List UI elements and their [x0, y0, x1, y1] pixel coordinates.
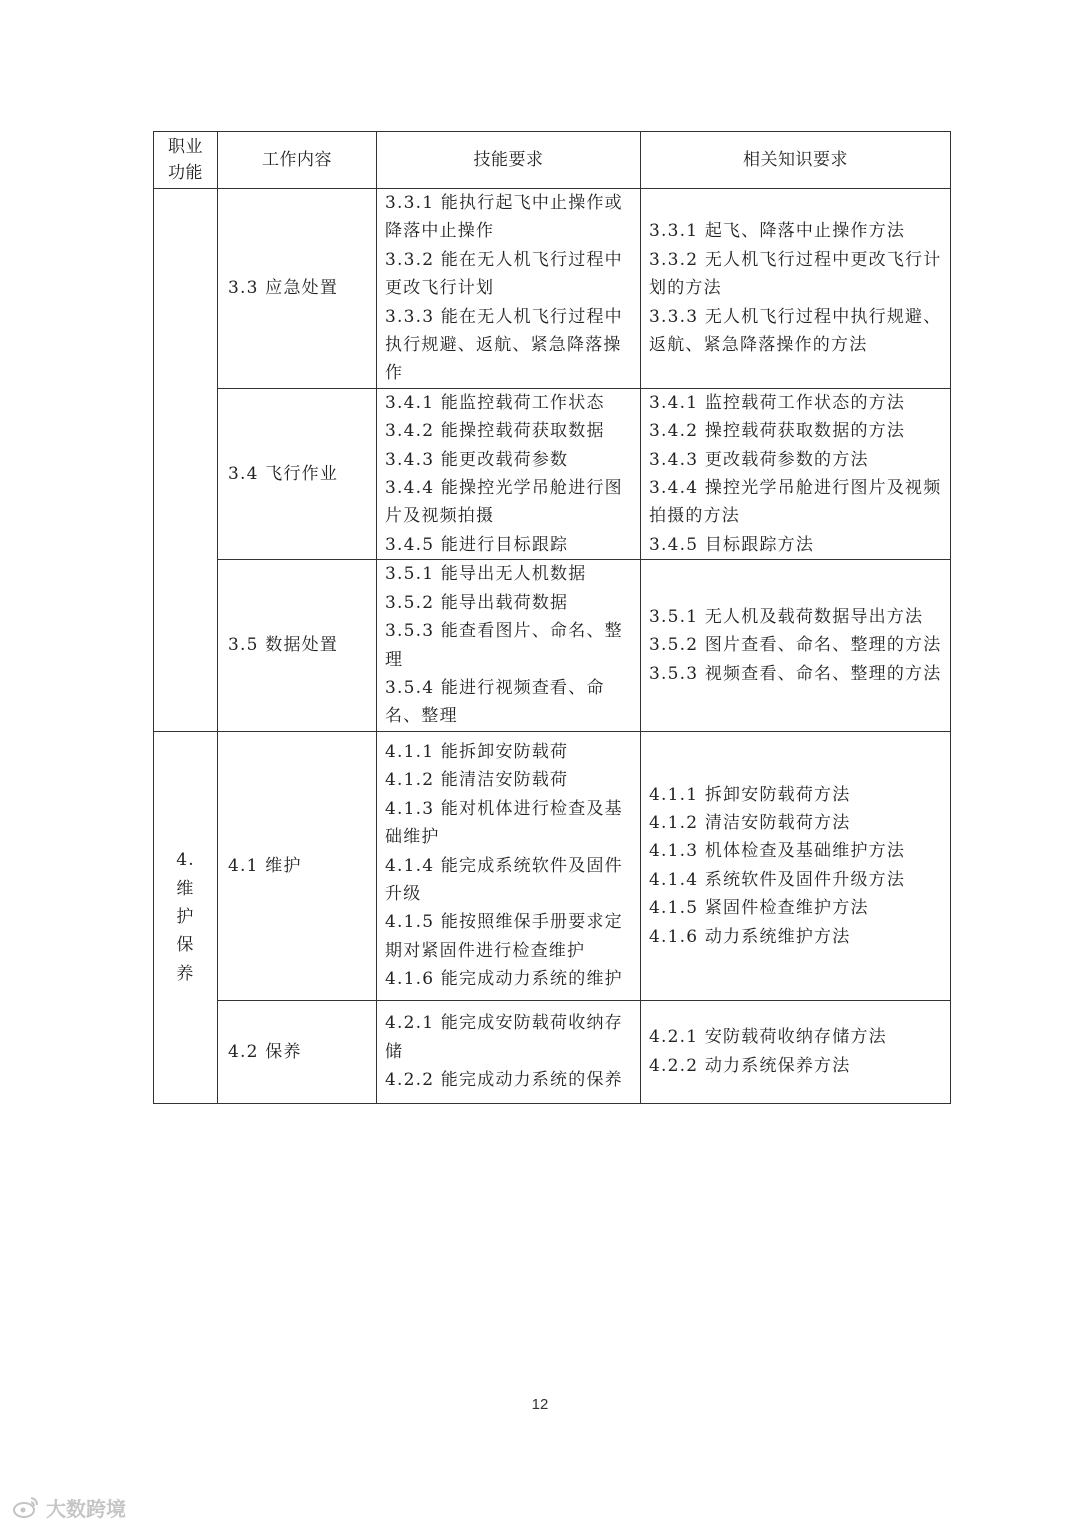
knowledge-item: 3.4.4 操控光学吊舱进行图片及视频拍摄的方法: [649, 478, 942, 527]
header-work-content: 工作内容: [218, 132, 377, 189]
skill-item: 3.4.4 能操控光学吊舱进行图片及视频拍摄: [385, 478, 623, 527]
knowledge-item: 4.2.1 安防载荷收纳存储方法: [649, 1027, 887, 1048]
knowledge-item: 4.1.6 动力系统维护方法: [649, 926, 851, 947]
work-content-cell: 3.4 飞行作业: [218, 388, 377, 559]
header-skill-requirements: 技能要求: [377, 132, 641, 189]
skill-item: 3.4.1 能监控载荷工作状态: [385, 392, 605, 413]
skill-item: 3.4.3 能更改载荷参数: [385, 449, 569, 470]
skill-item: 4.1.2 能清洁安防载荷: [385, 770, 569, 791]
table-row: [154, 560, 951, 731]
skill-item: 3.4.5 能进行目标跟踪: [385, 534, 569, 555]
function-label-line: 护: [176, 907, 195, 928]
requirements-table: [153, 131, 951, 1104]
skill-item: 4.1.3 能对机体进行检查及基础维护: [385, 798, 623, 848]
knowledge-item: 3.4.1 监控载荷工作状态的方法: [649, 392, 906, 413]
watermark: [12, 1492, 126, 1522]
work-content-cell: 3.3 应急处置: [218, 189, 377, 389]
skill-requirements-cell: [377, 388, 641, 559]
knowledge-item: 4.1.3 机体检查及基础维护方法: [649, 841, 906, 862]
work-content-cell: 4.2 保养: [218, 1000, 377, 1103]
knowledge-requirements-cell: [641, 731, 951, 1000]
skill-requirements-cell: [377, 560, 641, 731]
knowledge-item: 4.1.5 紧固件检查维护方法: [649, 898, 869, 919]
watermark-text: 大数跨境: [46, 1496, 126, 1521]
table-row: [154, 189, 951, 389]
function-cell: [154, 189, 218, 732]
knowledge-item: 4.1.4 系统软件及固件升级方法: [649, 869, 906, 890]
skill-item: 3.4.2 能操控载荷获取数据: [385, 421, 605, 442]
knowledge-requirements-cell: [641, 1000, 951, 1103]
knowledge-item: 4.1.1 拆卸安防载荷方法: [649, 784, 851, 805]
knowledge-item: 4.2.2 动力系统保养方法: [649, 1055, 851, 1076]
function-label-line: 维: [176, 878, 195, 899]
skill-requirements-cell: [377, 1000, 641, 1103]
knowledge-item: 3.5.2 图片查看、命名、整理的方法: [649, 635, 942, 656]
function-cell: [154, 731, 218, 1103]
knowledge-item: 3.3.3 无人机飞行过程中执行规避、返航、紧急降落操作的方法: [649, 306, 942, 356]
function-label-line: 养: [176, 963, 195, 984]
skill-item: 3.5.4 能进行视频查看、命名、整理: [385, 677, 605, 727]
page-number: 12: [531, 1396, 549, 1413]
skill-item: 3.3.1 能执行起飞中止操作或降落中止操作: [385, 193, 623, 242]
work-content-cell: 3.5 数据处置: [218, 560, 377, 731]
knowledge-item: 4.1.2 清洁安防载荷方法: [649, 812, 851, 833]
knowledge-item: 3.4.5 目标跟踪方法: [649, 534, 815, 555]
skill-item: 4.1.5 能按照维保手册要求定期对紧固件进行检查维护: [385, 912, 623, 961]
header-knowledge-requirements: 相关知识要求: [641, 132, 951, 189]
knowledge-requirements-cell: [641, 388, 951, 559]
skill-requirements-cell: [377, 731, 641, 1000]
skill-requirements-cell: [377, 189, 641, 389]
skill-item: 3.5.3 能查看图片、命名、整理: [385, 621, 623, 670]
knowledge-item: 3.4.2 操控载荷获取数据的方法: [649, 421, 906, 442]
header-function: 职业 功能: [154, 132, 218, 189]
knowledge-item: 3.3.1 起飞、降落中止操作方法: [649, 221, 906, 242]
skill-item: 3.3.2 能在无人机飞行过程中更改飞行计划: [385, 249, 623, 299]
table-row: [154, 388, 951, 559]
skill-item: 3.3.3 能在无人机飞行过程中执行规避、返航、紧急降落操作: [385, 306, 623, 384]
table-row: [154, 1000, 951, 1103]
skill-item: 3.5.2 能导出载荷数据: [385, 592, 569, 613]
table-header-row: [154, 132, 951, 189]
knowledge-requirements-cell: [641, 189, 951, 389]
skill-item: 4.1.6 能完成动力系统的维护: [385, 969, 623, 990]
skill-item: 4.2.1 能完成安防载荷收纳存储: [385, 1013, 623, 1062]
function-label-line: 4.: [176, 850, 195, 871]
knowledge-requirements-cell: [641, 560, 951, 731]
skill-item: 4.2.2 能完成动力系统的保养: [385, 1069, 623, 1090]
function-label-line: 保: [176, 935, 195, 956]
weibo-logo-icon: [12, 1495, 40, 1519]
work-content-cell: 4.1 维护: [218, 731, 377, 1000]
knowledge-item: 3.4.3 更改载荷参数的方法: [649, 449, 869, 470]
skill-item: 3.5.1 能导出无人机数据: [385, 564, 587, 585]
skill-item: 4.1.4 能完成系统软件及固件升级: [385, 855, 623, 904]
knowledge-item: 3.5.1 无人机及载荷数据导出方法: [649, 606, 924, 627]
skill-item: 4.1.1 能拆卸安防载荷: [385, 741, 569, 762]
knowledge-item: 3.3.2 无人机飞行过程中更改飞行计划的方法: [649, 249, 942, 299]
knowledge-item: 3.5.3 视频查看、命名、整理的方法: [649, 663, 942, 684]
table-row: [154, 731, 951, 1000]
